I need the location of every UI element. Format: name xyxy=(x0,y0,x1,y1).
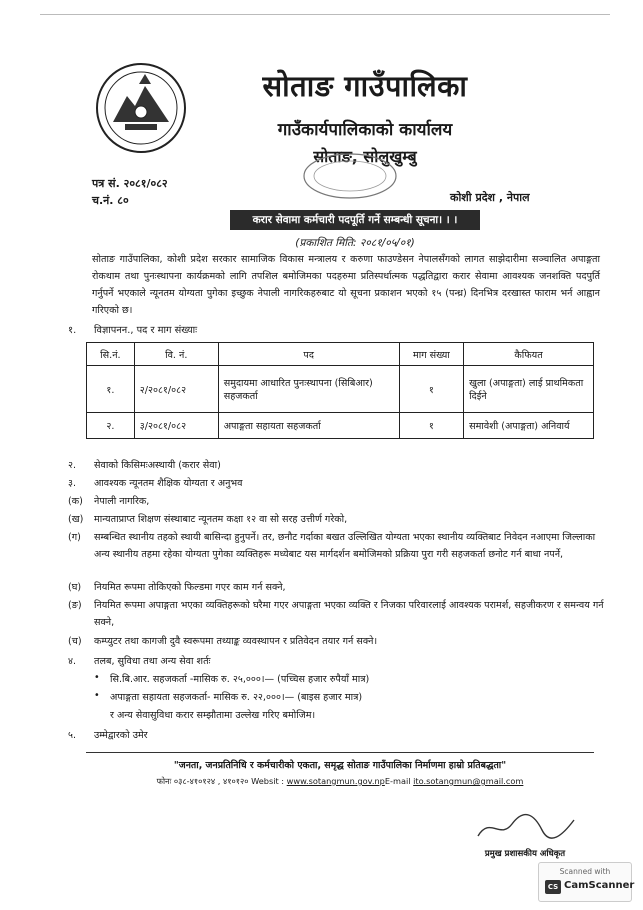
table-cell: २/२०८१/०८२ xyxy=(134,366,218,413)
section-number: ५. xyxy=(68,730,77,741)
section-title: विज्ञापनन., पद र माग संख्याः xyxy=(94,325,198,336)
website-label: Websit : xyxy=(251,776,287,786)
signature-icon xyxy=(470,810,580,844)
footer-motto: "जनता, जनप्रतिनिधि र कर्मचारीको एकता, समृद्ध सोताङ गाउँपालिका निर्माणमा हाम्रो प्रतिबद्धता" xyxy=(173,760,507,771)
office-name: गाउँकार्यपालिकाको कार्यालय xyxy=(277,120,453,140)
intro-paragraph: सोताङ गाउँपालिका, कोशी प्रदेश सरकार सामाजिक विकास मन्त्रालय र करुणा फाउण्डेसन नेपालसँगको लागत साझेदारीमा सञ्चालित अपाङ्गता रोकथाम तथा पुनःस्थापना कार्यक्रमको लागि तपशिल बमोजिमका पदहरुमा प्रतिस्पर्धात्मक पद्धतिद्वारा करार सेवामा आवश्यक जनशक्ति पदपुर्ति गर्नुपर्ने भएकाले न्यूनतम योग्यता पुगेका इच्छुक नेपाली नागरिकहरुबाट यो सूचना प्रकाशन भएको १५ (पन्ध्र) दिनभित्र दरखास्त फाराम भर्न आह्वान गरिएको छ। xyxy=(92,254,600,316)
item-text: मान्यताप्राप्त शिक्षण संस्थाबाट न्यूनतम कक्षा १२ वा सो सरह उत्तीर्ण गरेको, xyxy=(94,514,348,525)
item-marker: (क) xyxy=(68,496,83,507)
item-marker: (घ) xyxy=(68,582,82,593)
item-text: नेपाली नागरिक, xyxy=(94,496,150,507)
government-emblem-icon xyxy=(95,62,187,154)
organization-name: सोताङ गाउँपालिका xyxy=(262,69,468,103)
table-row xyxy=(87,366,594,413)
item-marker: (ग) xyxy=(68,532,81,543)
item-text: नियमित रूपमा तोकिएको फिल्डमा गएर काम गर्न सक्ने, xyxy=(94,582,286,593)
table-cell: ३/२०८१/०८२ xyxy=(134,413,218,439)
office-location: सोताङ, सोलुखुम्बु xyxy=(313,147,417,166)
publish-date: (प्रकाशित मिति: २०८१/०५/०१) xyxy=(295,237,415,249)
notice-title: करार सेवामा कर्मचारी पदपूर्ति गर्ने सम्बन्धी सूचना। । । xyxy=(230,210,480,230)
column-header: कैफियत xyxy=(464,343,594,366)
item-text: सि.बि.आर. सहजकर्ता -मासिक रु. २५,०००।— (पच्चिस हजार रुपैयाँ मात्र) xyxy=(110,674,370,685)
column-header: सि.नं. xyxy=(87,343,135,366)
item-text: र अन्य सेवासुविधा करार सम्झौतामा उल्लेख गरिए बमोजिम। xyxy=(110,710,316,721)
top-divider xyxy=(40,14,610,15)
email-link[interactable]: ito.sotangmun@gmail.com xyxy=(413,776,524,786)
table-cell: २. xyxy=(87,413,135,439)
camscanner-logo-icon: CS xyxy=(545,880,561,894)
table-row xyxy=(87,413,594,439)
camscanner-watermark xyxy=(538,862,635,902)
section-text: आवश्यक न्यूनतम शैक्षिक योग्यता र अनुभव xyxy=(94,478,243,489)
table-cell: खुला (अपाङ्गता) लाई प्राथमिकता दिईने xyxy=(464,366,594,413)
bullet-icon: • xyxy=(94,690,100,701)
section-number: २. xyxy=(68,460,77,471)
footer-divider xyxy=(86,752,594,753)
section-number: १. xyxy=(68,325,77,336)
section-text: तलब, सुविधा तथा अन्य सेवा शर्तः xyxy=(94,656,211,667)
item-text: नियमित रूपमा अपाङ्गता भएका व्यक्तिहरूको घरैमा गएर अपाङ्गता भएका व्यक्ति र निजका परिवारलाई आवश्यक परामर्श, सहजीकरण र समन्वय गर्न सक्ने, xyxy=(94,600,604,628)
bullet-icon: • xyxy=(94,672,100,683)
table-header-row xyxy=(87,343,594,366)
phone-text: फोनः ०३८-४१०१२४ , ४१०१२० xyxy=(156,776,249,786)
signature-block xyxy=(470,810,580,860)
posts-table xyxy=(86,342,594,439)
item-marker: (ङ) xyxy=(68,600,82,611)
scanned-with-label: Scanned with xyxy=(559,867,611,876)
office-stamp-icon xyxy=(300,150,400,202)
letter-number: पत्र सं. २०८१/०८२ xyxy=(92,177,168,190)
column-header: माग संख्या xyxy=(399,343,463,366)
footer-contact xyxy=(130,776,550,787)
table-cell: समुदायमा आधारित पुनःस्थापना (सिबिआर) सहजकर्ता xyxy=(218,366,399,413)
email-label: E-mail xyxy=(384,776,414,786)
table-cell: १. xyxy=(87,366,135,413)
item-text: अपाङ्गता सहायता सहजकर्ता- मासिक रु. २२,०००।— (बाइस हजार मात्र) xyxy=(110,692,363,703)
item-text: कम्प्युटर तथा कागजी दुवै स्वरूपमा तथ्याङ्क व्यवस्थापन र प्रतिवेदन तयार गर्न सक्ने। xyxy=(94,636,378,647)
section-text: उम्मेद्वारको उमेर xyxy=(94,730,148,741)
dispatch-number: च.नं. ८० xyxy=(92,194,129,207)
province-label: कोशी प्रदेश , नेपाल xyxy=(450,191,530,204)
column-header: पद xyxy=(218,343,399,366)
signature-title: प्रमुख प्रशासकीय अधिकृत xyxy=(484,849,566,859)
table-cell: १ xyxy=(399,413,463,439)
section-number: ३. xyxy=(68,478,77,489)
table-cell: १ xyxy=(399,366,463,413)
camscanner-name: CamScanner xyxy=(564,880,635,891)
item-marker: (च) xyxy=(68,636,82,647)
table-cell: अपाङ्गता सहायता सहजकर्ता xyxy=(218,413,399,439)
table-cell: समावेशी (अपाङ्गता) अनिवार्य xyxy=(464,413,594,439)
item-marker: (ख) xyxy=(68,514,84,525)
section-number: ४. xyxy=(68,656,77,667)
section-text: सेवाको किसिमःअस्थायी (करार सेवा) xyxy=(94,460,221,471)
item-text: सम्बन्धित स्थानीय तहको स्थायी बासिन्दा हुनुपर्ने। तर, छनौट गर्दाका बखत उल्लिखित योग्यता भएका स्थानीय व्यक्तिबाट निवेदन नआएमा जिल्लाका अन्य स्थानीय तहमा रहेका योग्यता पुगेका व्यक्तिहरू मध्येबाट यस मार्गदर्शन बमोजिमको प्रक्रिया पुरा गरी सहजकर्ता छनोट गर्न बाधा नपर्ने, xyxy=(94,532,596,560)
column-header: वि. नं. xyxy=(134,343,218,366)
website-link[interactable]: www.sotangmun.gov.np xyxy=(286,776,385,786)
